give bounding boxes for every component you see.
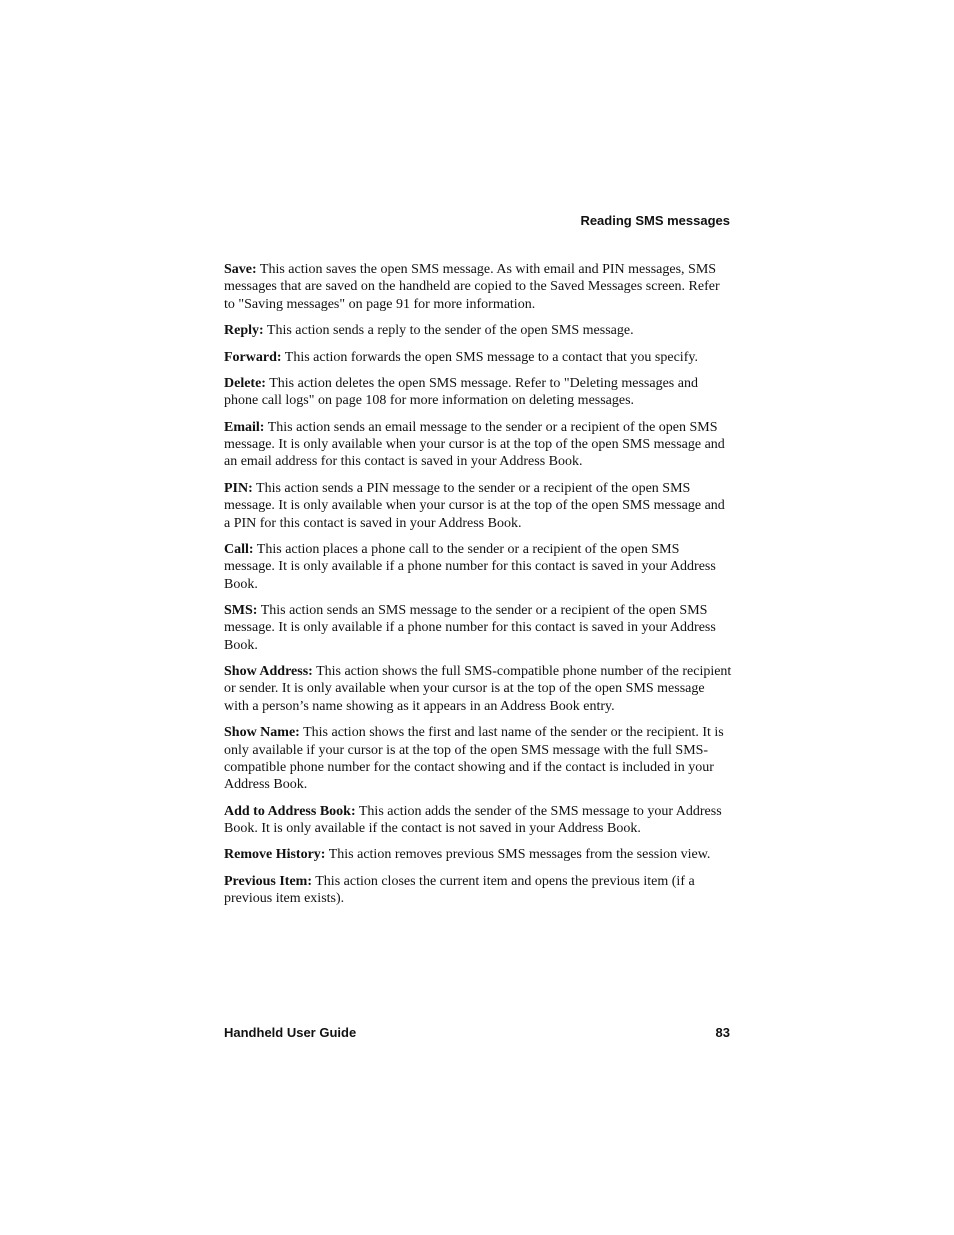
entry-term: PIN: bbox=[224, 480, 253, 496]
entry-remove-history bbox=[224, 846, 732, 863]
entry-term: Email: bbox=[224, 419, 265, 435]
entry-term: Previous Item: bbox=[224, 873, 312, 889]
entry-text: This action shows the first and last name of the sender or the recipient. It is only available if your cursor is at the top of the open SMS message with the full SMS-compatible phone number for the contact showing and if the contact is included in your Address Book. bbox=[224, 725, 724, 793]
entry-previous-item bbox=[224, 873, 732, 908]
entry-text: This action sends a reply to the sender of the open SMS message. bbox=[263, 323, 634, 339]
footer-page-number: 83 bbox=[715, 1025, 730, 1040]
running-header: Reading SMS messages bbox=[580, 213, 730, 228]
entry-term: SMS: bbox=[224, 603, 258, 619]
entry-term: Reply: bbox=[224, 323, 264, 339]
menu-actions-list bbox=[224, 261, 732, 917]
entry-add-to-address-book bbox=[224, 803, 732, 838]
entry-text: This action sends an SMS message to the sender or a recipient of the open SMS message. It is only available if a phone number for this contact is saved in your Address Book. bbox=[224, 603, 716, 653]
entry-term: Forward: bbox=[224, 349, 282, 365]
entry-text: This action adds the sender of the SMS message to your Address Book. It is only available if the contact is not saved in your Address Book. bbox=[224, 803, 722, 836]
entry-term: Show Name: bbox=[224, 725, 300, 741]
entry-call bbox=[224, 541, 732, 593]
entry-show-address bbox=[224, 663, 732, 715]
entry-sms bbox=[224, 602, 732, 654]
entry-delete bbox=[224, 375, 732, 410]
page-footer bbox=[224, 1025, 730, 1041]
entry-save bbox=[224, 261, 732, 313]
entry-term: Call: bbox=[224, 541, 254, 557]
entry-term: Save: bbox=[224, 262, 257, 277]
entry-show-name bbox=[224, 724, 732, 793]
entry-pin bbox=[224, 480, 732, 532]
entry-reply bbox=[224, 322, 732, 339]
entry-term: Show Address: bbox=[224, 664, 313, 680]
entry-text: This action deletes the open SMS message. Refer to "Deleting messages and phone call logs" on page 108 for more information on deleting messages. bbox=[224, 376, 698, 409]
entry-text: This action shows the full SMS-compatible phone number of the recipient or sender. It is only available when your cursor is at the top of the open SMS message with a person’s name showing as it appears in an Address Book entry. bbox=[224, 664, 732, 714]
entry-text: This action sends an email message to the sender or a recipient of the open SMS message. It is only available when your cursor is at the top of the open SMS message and an email address for this contact is saved in your Address Book. bbox=[224, 419, 725, 470]
entry-term: Delete: bbox=[224, 376, 266, 392]
entry-term: Add to Address Book: bbox=[224, 803, 356, 819]
entry-text: This action places a phone call to the sender or a recipient of the open SMS message. It is only available if a phone number for this contact is saved in your Address Book. bbox=[224, 541, 716, 592]
entry-email bbox=[224, 419, 732, 471]
footer-guide-title: Handheld User Guide bbox=[224, 1025, 357, 1040]
entry-text: This action closes the current item and opens the previous item (if a previous item exists). bbox=[224, 873, 695, 907]
entry-text: This action removes previous SMS messages from the session view. bbox=[325, 847, 711, 863]
entry-forward bbox=[224, 349, 732, 366]
entry-text: This action forwards the open SMS message to a contact that you specify. bbox=[281, 349, 698, 365]
entry-text: This action saves the open SMS message. As with email and PIN messages, SMS messages that are saved on the handheld are copied to the Saved Messages screen. Refer to "Saving messages" on page 91 for more information. bbox=[224, 262, 720, 312]
entry-term: Remove History: bbox=[224, 847, 326, 863]
entry-text: This action sends a PIN message to the sender or a recipient of the open SMS message. It is only available when your cursor is at the top of the open SMS message and a PIN for this contact is saved in your Address Book. bbox=[224, 480, 725, 531]
